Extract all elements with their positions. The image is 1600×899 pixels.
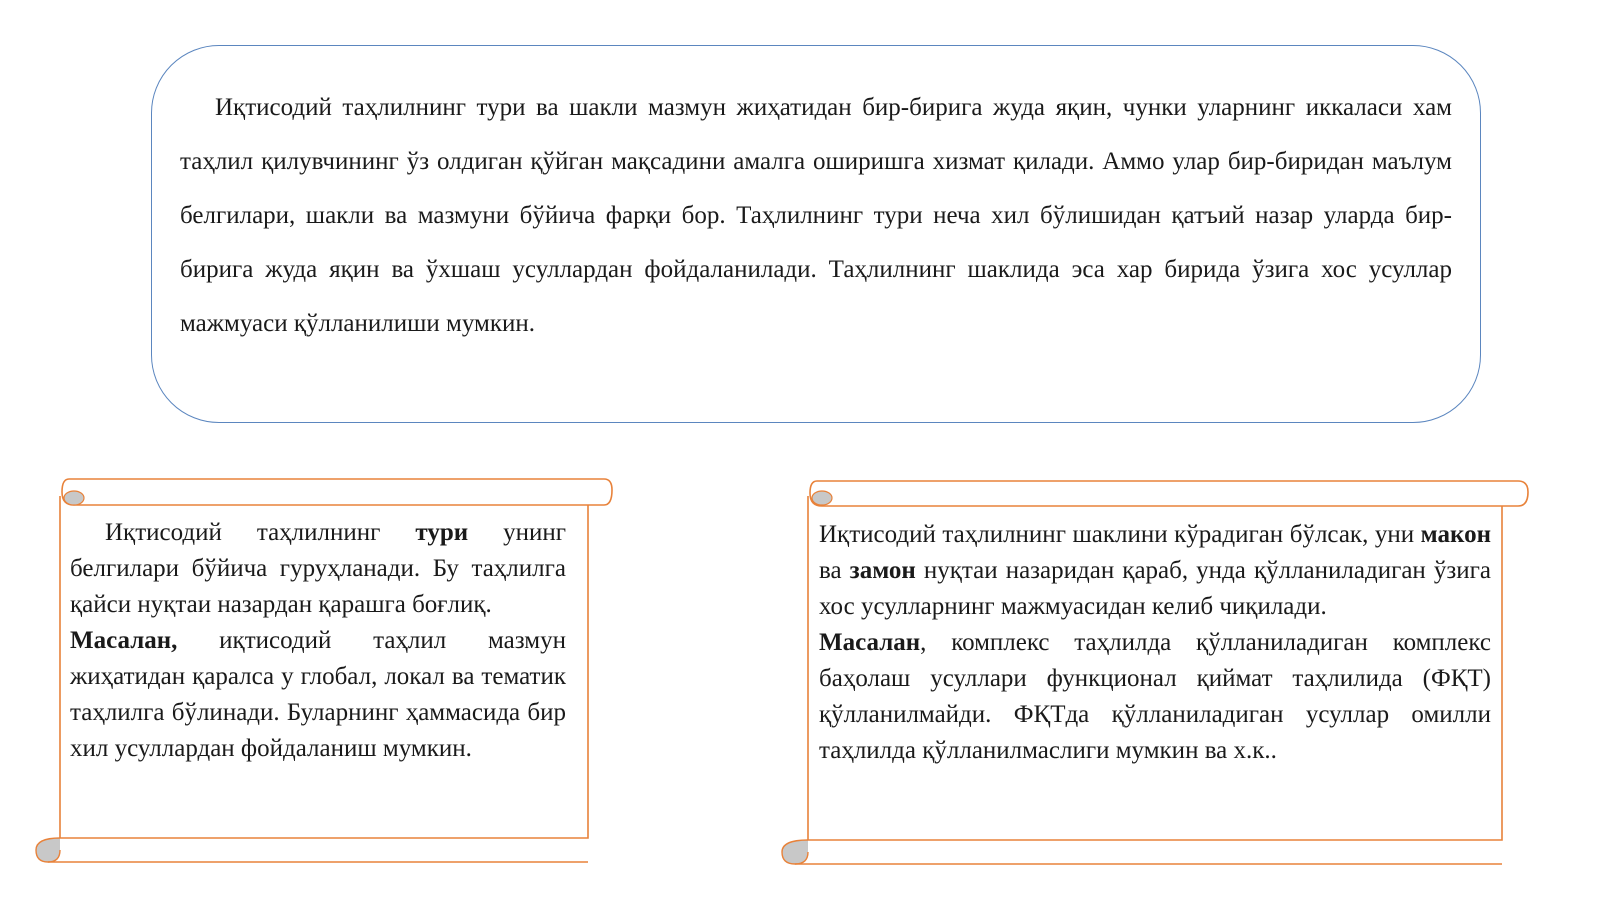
right-paragraph-1: Иқтисодий таҳлилнинг шаклини кўрадиган бўлсак, уни макон ва замон нуқтаи назаридан қараб, унда қўлланиладиган ўзига хос усулларнинг мажмуасидан келиб чиқилади. xyxy=(819,521,1491,620)
bold-term-zamon: замон xyxy=(849,557,916,584)
bold-term-makon: макон xyxy=(1420,521,1491,548)
right-scroll-text xyxy=(819,517,1491,769)
bold-masalan: Масалан xyxy=(819,629,921,656)
bold-masalan: Масалан, xyxy=(70,627,178,654)
left-paragraph-1: Иқтисодий таҳлилнинг тури унинг белгилари бўйича гуруҳланади. Бу таҳлилга қайси нуқтаи назардан қарашга боғлиқ. xyxy=(70,519,567,618)
left-paragraph-2: Масалан, иқтисодий таҳлил мазмун жиҳатидан қаралса у глобал, локал ва тематик таҳлилга бўлинади. Буларнинг ҳаммасида бир хил усуллардан фойдаланиш мумкин. xyxy=(70,627,566,762)
top-paragraph: Иқтисодий таҳлилнинг тури ва шакли мазмун жиҳатидан бир-бирига жуда яқин, чунки уларнинг иккаласи хам таҳлил қилувчининг ўз олдиган қўйган мақсадини амалга оширишга хизмат қилади. Аммо улар бир-биридан маълум белгилари, шакли ва мазмуни бўйича фарқи бор. Таҳлилнинг тури неча хил бўлишидан қатъий назар уларда бир-бирига жуда яқин ва ўхшаш усуллардан фойдаланилади. Таҳлилнинг шаклида эса хар бирида ўзига хос усуллар мажмуаси қўлланилиши мумкин. xyxy=(180,94,1452,337)
bold-term-turi: тури xyxy=(415,519,469,546)
right-paragraph-2: Масалан, комплекс таҳлилда қўлланиладиган комплекс баҳолаш усуллари функционал қиймат таҳлилида (ФҚТ) қўлланилмайди. ФҚТда қўлланиладиган усуллар омилли таҳлилда қўлланилмаслиги мумкин ва х.к.. xyxy=(819,629,1491,764)
